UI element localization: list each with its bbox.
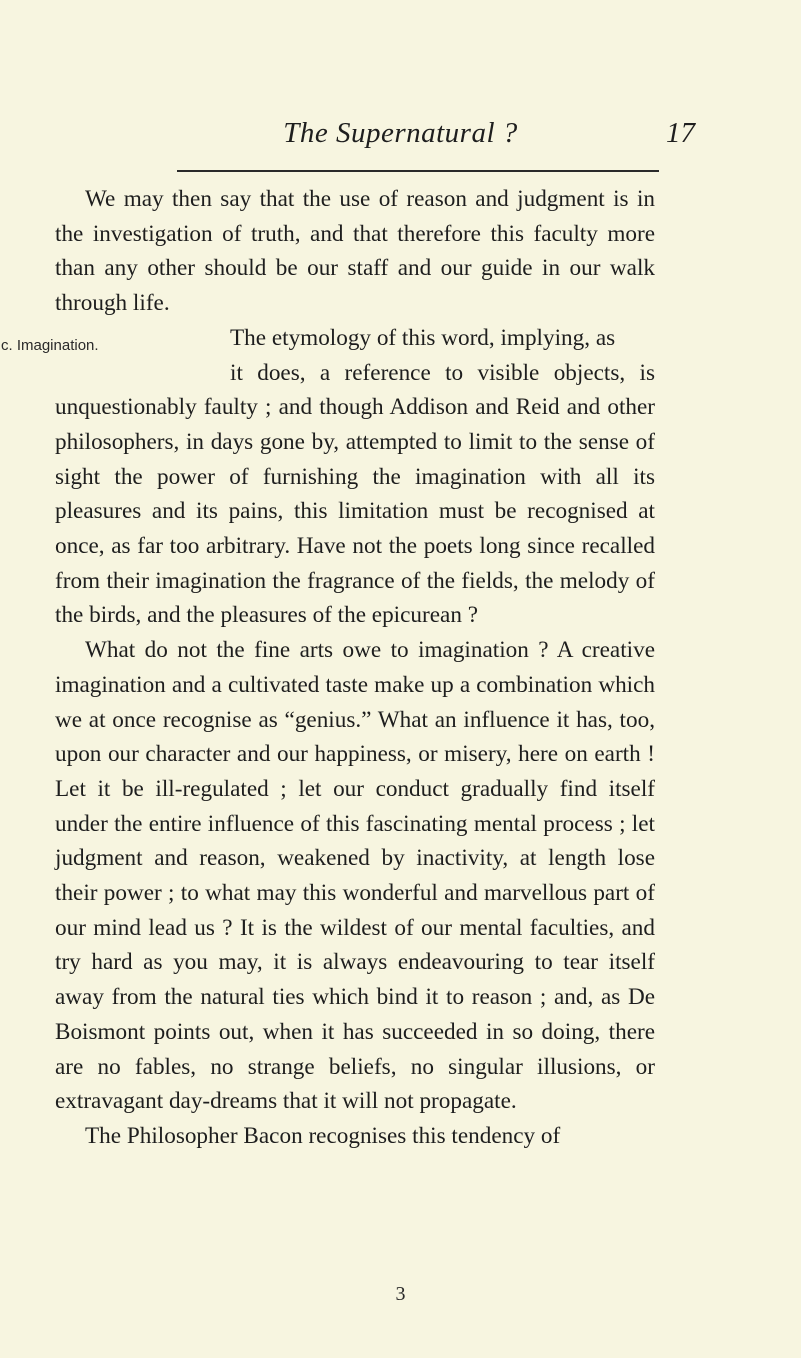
margin-note: c. Imagination. xyxy=(1,336,99,354)
paragraph-inset-line: The etymology of this word, implying, as xyxy=(230,324,616,351)
paragraph: The Philosopher Bacon recognises this tendency of xyxy=(85,1122,561,1149)
paragraph-inset-line: it does, a reference to visible objects, is xyxy=(230,359,655,386)
page-number: 17 xyxy=(666,117,695,149)
running-head xyxy=(0,117,801,157)
sidenote-paragraph xyxy=(1,321,655,390)
running-title: The Supernatural ? xyxy=(283,117,518,149)
paragraph: What do not the fine arts owe to imagination ? A creative imagination and a cultivated taste make up a combination which we at once recognise as “genius.” What an influence it has, too, upon our character and our happiness, or misery, here on earth ! Let it be ill-regulated ; let our conduct gradually find itself under the entire influence of this fascinating mental process ; let judgment and reason, weakened by inactivity, at length lose their power ; to what may this wonderful and marvellous part of our mind lead us ? It is the wildest of our mental faculties, and try hard as you may, it is always endeavouring to tear itself away from the natural ties which bind it to reason ; and, as De Boismont points out, when it has succeeded in so doing, there are no fables, no strange beliefs, no singular illusions, or extravagant day-dreams that it will not propagate. xyxy=(55,637,655,1115)
signature-mark: 3 xyxy=(395,1283,406,1305)
paragraph: We may then say that the use of reason and judgment is in the investigation of truth, and that therefore this faculty more than any other should be our staff and our guide in our walk through life. xyxy=(55,186,655,317)
body-text xyxy=(1,182,655,1154)
paragraph-continuation: unquestionably faulty ; and though Addison and Reid and other philosophers, in days gone by, attempted to limit to the sense of sight the power of furnishing the imagination with all its pleasures and its pains, this limitation must be recognised at once, as far too arbitrary. Have not the poets long since recalled from their imagination the fragrance of the fields, the melody of the birds, and the pleasures of the epicurean ? xyxy=(55,394,655,629)
header-rule xyxy=(177,170,659,172)
